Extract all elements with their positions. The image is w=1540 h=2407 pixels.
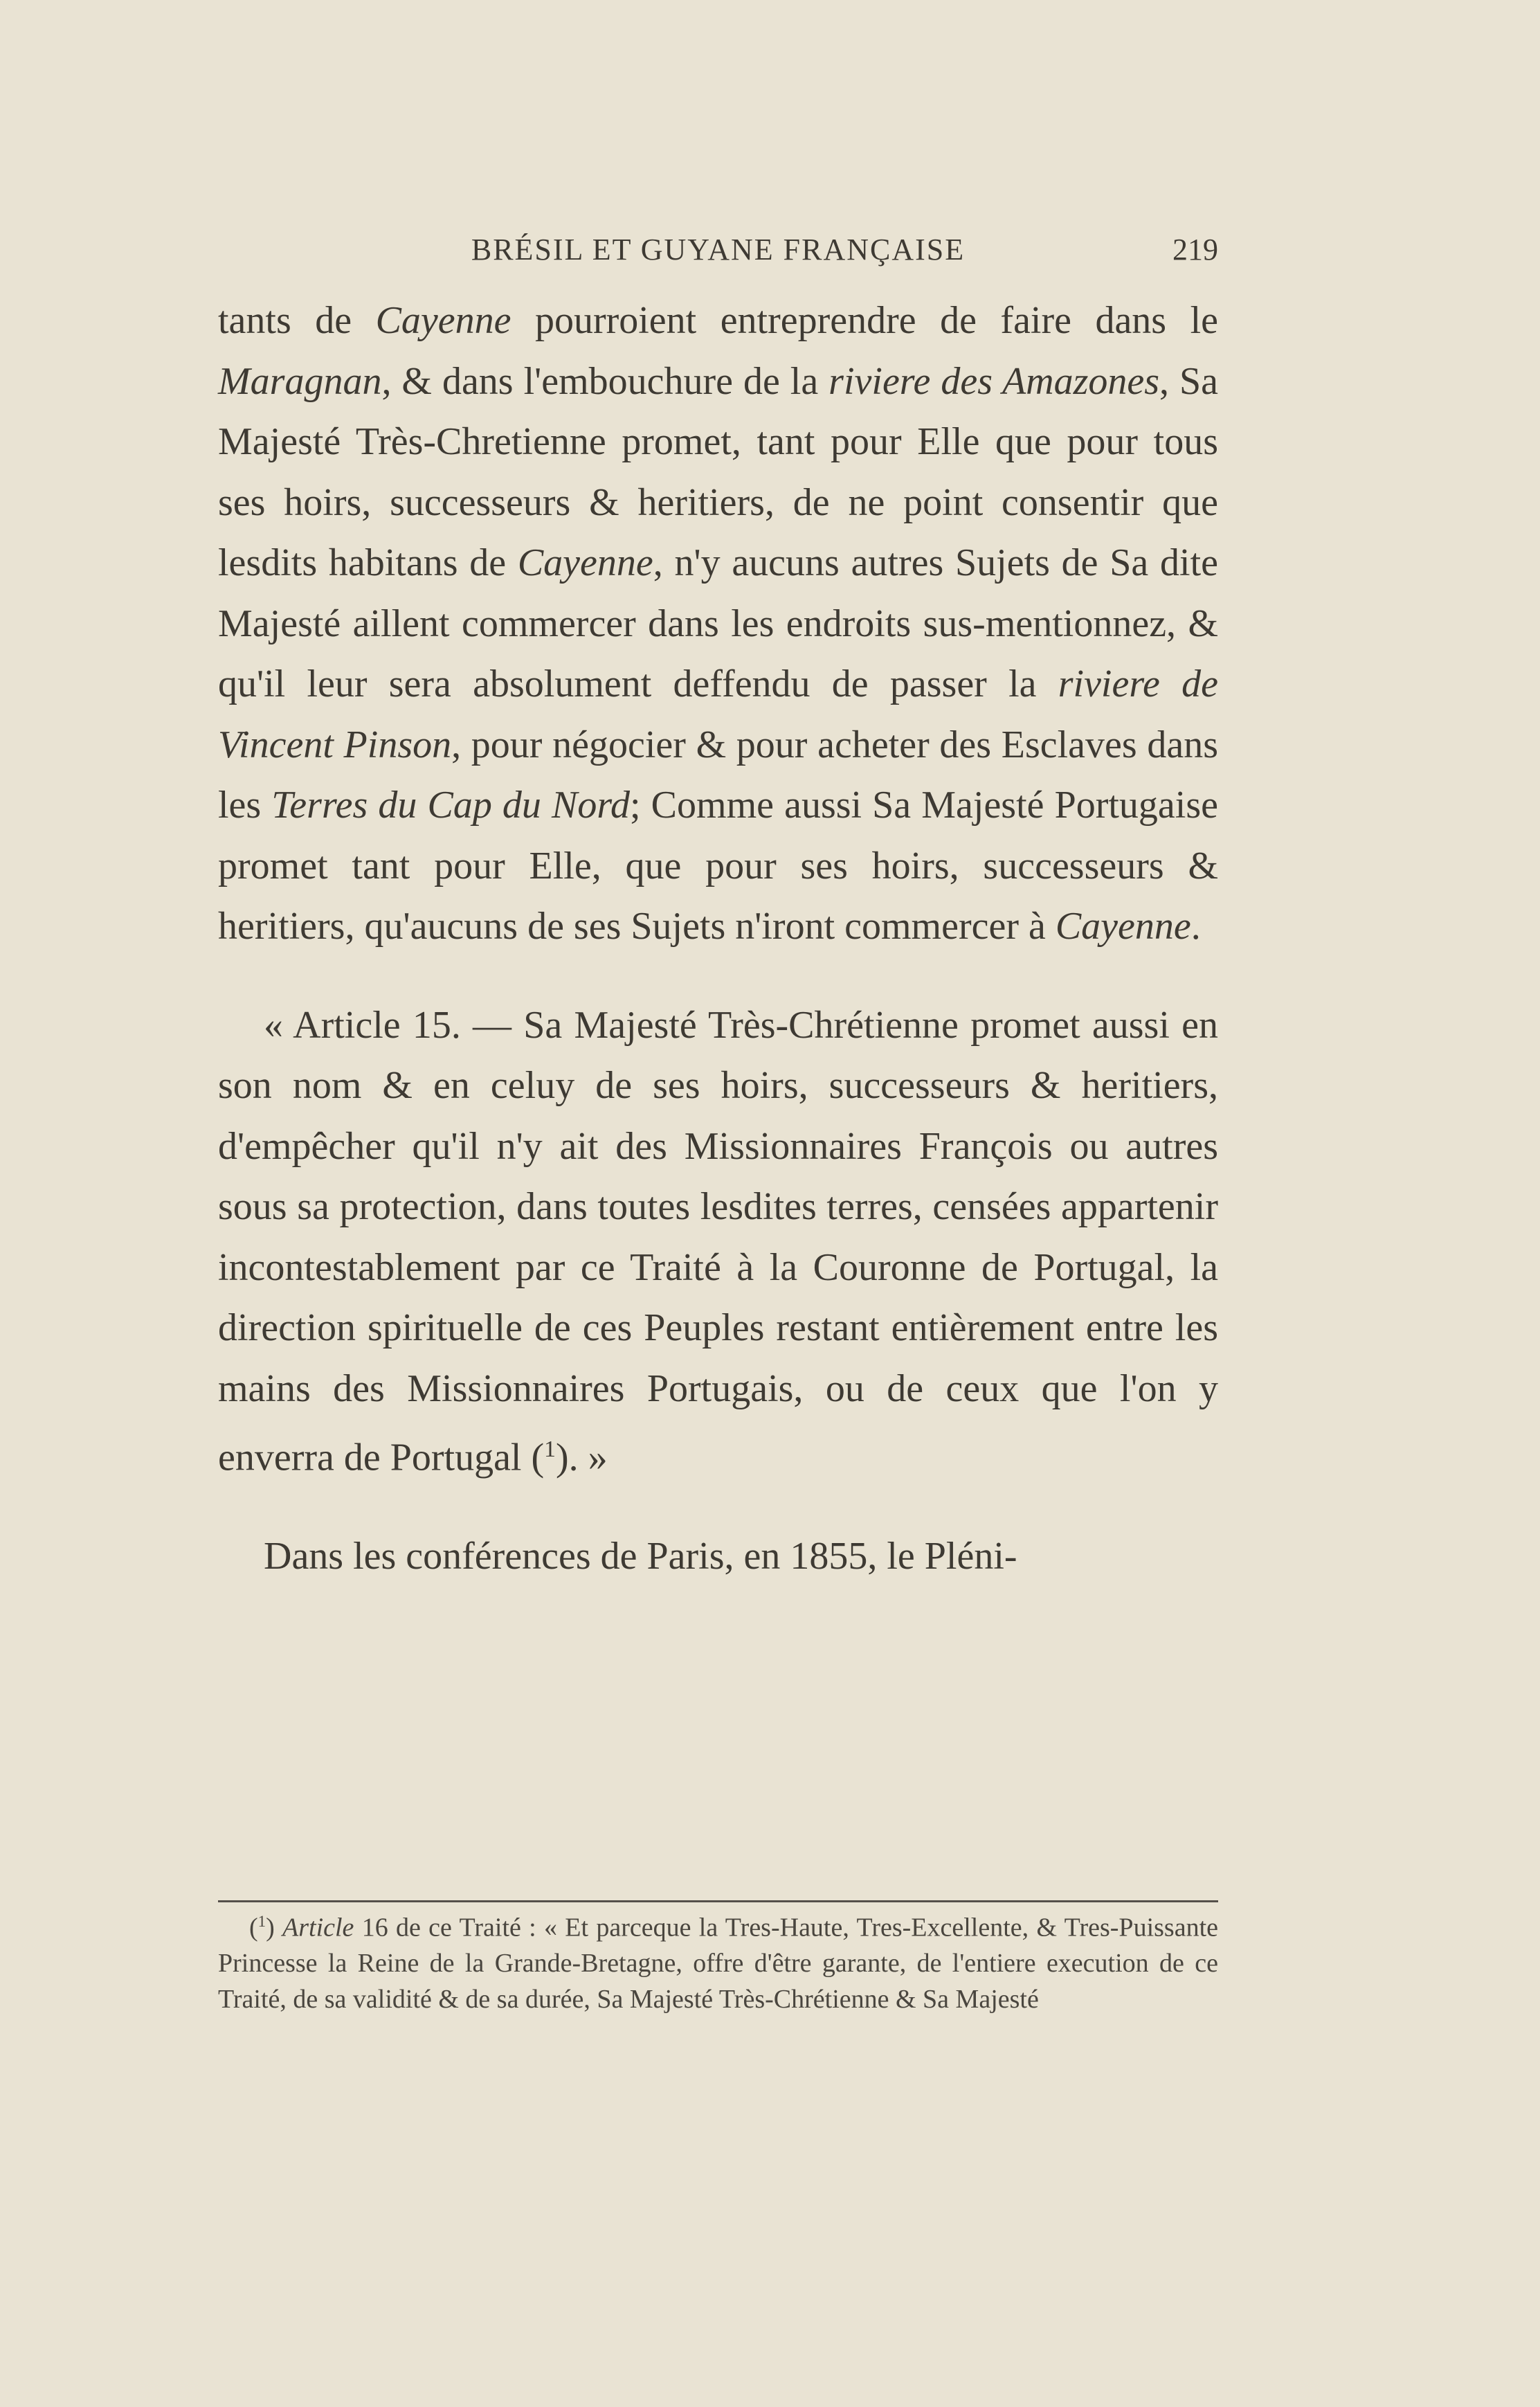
footnote-divider: [218, 1900, 1218, 1902]
text-span: « Article 15. — Sa Majesté Très-Chrétienne promet aussi en son nom & en celuy de ses hoirs, successeurs & heritiers, d'empêcher qu'il n'y ait des Missionnaires François ou autres sous sa protection, dans toutes lesdites terres, censées appartenir incontestablement par ce Traité à la Couronne de Portugal, la direction spirituelle de ces Peuples restant entièrement entre les mains des Missionnaires Portugais, ou de ceux que l'on y enverra de Portugal (: [218, 1003, 1218, 1479]
text-span: , Sa Majesté Très-Chretienne promet, tant pour Elle que pour tous ses hoirs, successeurs & heritiers, de ne point consentir que lesdits habitans de: [218, 359, 1218, 584]
italic-text: Cayenne: [1055, 905, 1191, 948]
footnote-marker: 1: [544, 1436, 556, 1462]
footnote: [218, 1904, 1218, 2017]
text-span: ): [266, 1913, 283, 1942]
text-span: , pour négocier & pour acheter des Esclaves dans les: [218, 723, 1219, 827]
text-span: 16 de ce Traité : « Et parceque la Tres-Haute, Tres-Excellente, & Tres-Puissante Princesse la Reine de la Grande-Bretagne, offre d'être garante, de l'entiere execution de ce Traité, de sa validité & de sa durée, Sa Majesté Très-Chrétienne & Sa Majesté: [218, 1913, 1218, 2014]
italic-text: Cayenne: [375, 299, 511, 342]
italic-text: Cayenne: [517, 541, 653, 584]
footnote-marker: 1: [257, 1913, 266, 1930]
text-span: ; Comme aussi Sa Majesté Portugaise promet tant pour Elle, que pour ses hoirs, successeurs & heritiers, qu'aucuns de ses Sujets n'iront commercer à: [218, 784, 1218, 948]
italic-text: Article: [282, 1913, 354, 1942]
page-number: 219: [1172, 233, 1218, 267]
italic-text: Terres du Cap du Nord: [271, 784, 631, 827]
text-span: Dans les conférences de Paris, en 1855, le Pléni-: [264, 1535, 1017, 1578]
italic-text: riviere de Vincent Pinson: [218, 662, 1219, 766]
text-span: .: [1190, 905, 1201, 948]
paragraph-article-15: [218, 995, 1218, 1489]
body-text: [218, 291, 1218, 1587]
italic-text: Maragnan: [218, 359, 382, 403]
text-span: , n'y aucuns autres Sujets de Sa dite Majesté aillent commercer dans les endroits sus-mentionnez, & qu'il leur sera absolument deffendu de passer la: [218, 541, 1218, 705]
text-span: pourroient entreprendre de faire dans le: [511, 299, 1218, 342]
text-span: ). »: [555, 1436, 608, 1479]
running-head: BRÉSIL ET GUYANE FRANÇAISE: [471, 233, 966, 267]
text-span: tants de: [218, 299, 376, 342]
paragraph-continuation: [218, 291, 1218, 957]
text-span: (: [249, 1913, 258, 1942]
footnote-text: [218, 1904, 1218, 2017]
page-header: [218, 225, 1218, 273]
paragraph-conferences: [218, 1526, 1218, 1587]
text-span: , & dans l'embouchure de la: [381, 359, 829, 403]
italic-text: riviere des Amazones: [828, 359, 1160, 403]
